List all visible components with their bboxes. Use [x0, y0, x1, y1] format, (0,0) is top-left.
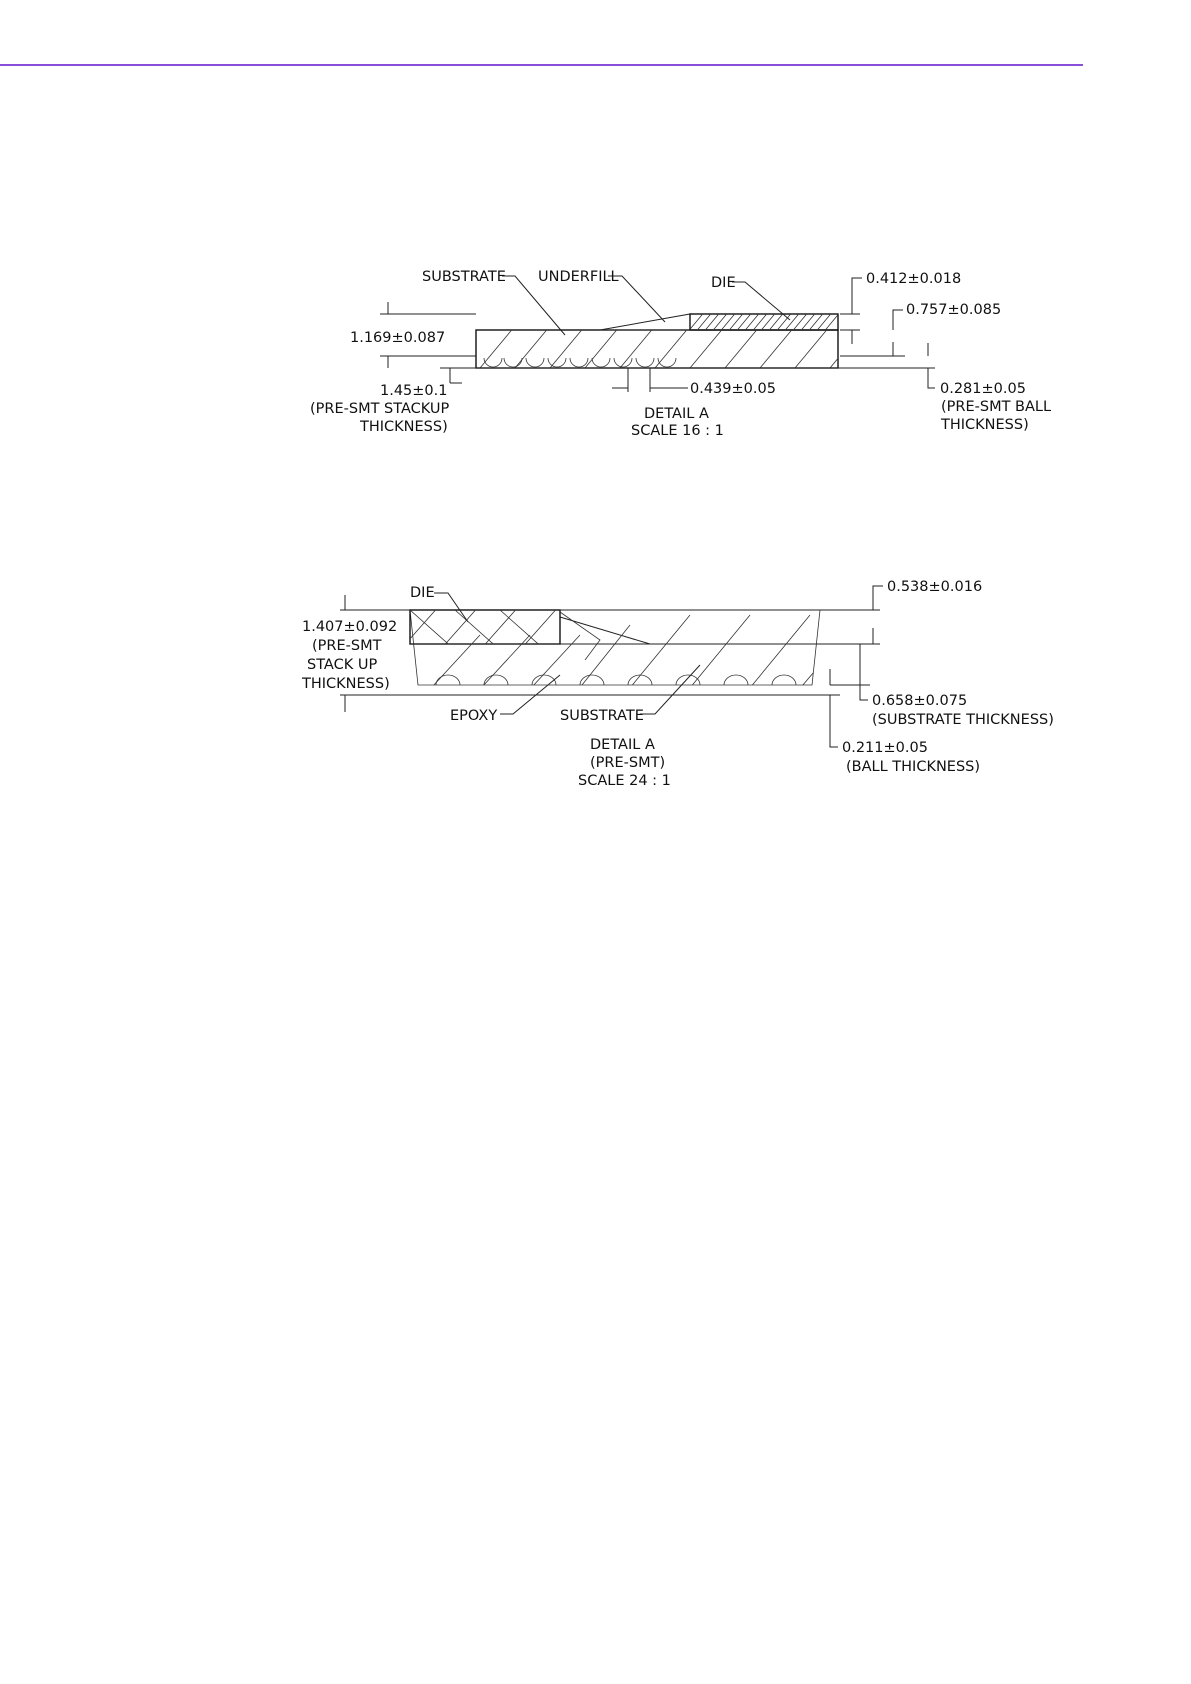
- label-detail-sub-24: (PRE-SMT): [590, 755, 666, 771]
- label-presmt-stack-note1-16: (PRE-SMT STACKUP: [310, 401, 450, 417]
- label-ball-value-24: 0.211±0.05: [842, 740, 928, 756]
- label-stack-note2-24: STACK UP: [307, 657, 378, 673]
- label-substrate-value-24: 0.658±0.075: [872, 693, 968, 709]
- label-presmt-stack-value-16: 1.45±0.1: [380, 383, 448, 399]
- label-underfill-16: UNDERFILL: [538, 269, 619, 285]
- label-ball-note-24: (BALL THICKNESS): [846, 759, 981, 775]
- solder-balls-24: [436, 675, 796, 685]
- label-die-16: DIE: [711, 275, 736, 291]
- label-substrate-note-24: (SUBSTRATE THICKNESS): [872, 712, 1054, 728]
- underfill-fillet-16: [600, 314, 690, 330]
- label-die-24: DIE: [410, 585, 435, 601]
- label-detail-scale-16: SCALE 16 : 1: [631, 423, 724, 439]
- die-hatch-24: [400, 605, 560, 650]
- label-detail-title-24: DETAIL A: [590, 737, 655, 753]
- label-ball-pitch-16: 0.439±0.05: [690, 381, 776, 397]
- label-substrate-thickness-16: 0.757±0.085: [906, 302, 1002, 318]
- label-detail-title-16: DETAIL A: [644, 406, 709, 422]
- label-stack-note1-24: (PRE-SMT: [312, 638, 382, 654]
- label-die-thickness-24: 0.538±0.016: [887, 579, 983, 595]
- package-body-24: [410, 610, 820, 685]
- label-die-thickness-16: 0.412±0.018: [866, 271, 962, 287]
- label-substrate-16: SUBSTRATE: [422, 269, 506, 285]
- label-stack-thickness-16: 1.169±0.087: [350, 330, 446, 346]
- die-24: [410, 610, 560, 644]
- label-stack-value-24: 1.407±0.092: [302, 619, 398, 635]
- label-detail-scale-24: SCALE 24 : 1: [578, 773, 671, 789]
- label-epoxy-24: EPOXY: [450, 708, 498, 724]
- substrate-body-16: [476, 330, 838, 368]
- label-ball-note2-16: THICKNESS): [941, 417, 1029, 433]
- label-ball-value-16: 0.281±0.05: [940, 381, 1026, 397]
- detail-16-drawing: [380, 276, 935, 392]
- substrate-hatch-24: [420, 612, 850, 700]
- label-substrate-24: SUBSTRATE: [560, 708, 644, 724]
- label-ball-note1-16: (PRE-SMT BALL: [941, 399, 1052, 415]
- label-stack-note3-24: THICKNESS): [302, 676, 390, 692]
- label-presmt-stack-note2-16: THICKNESS): [360, 419, 448, 435]
- solder-balls-16: [484, 358, 676, 367]
